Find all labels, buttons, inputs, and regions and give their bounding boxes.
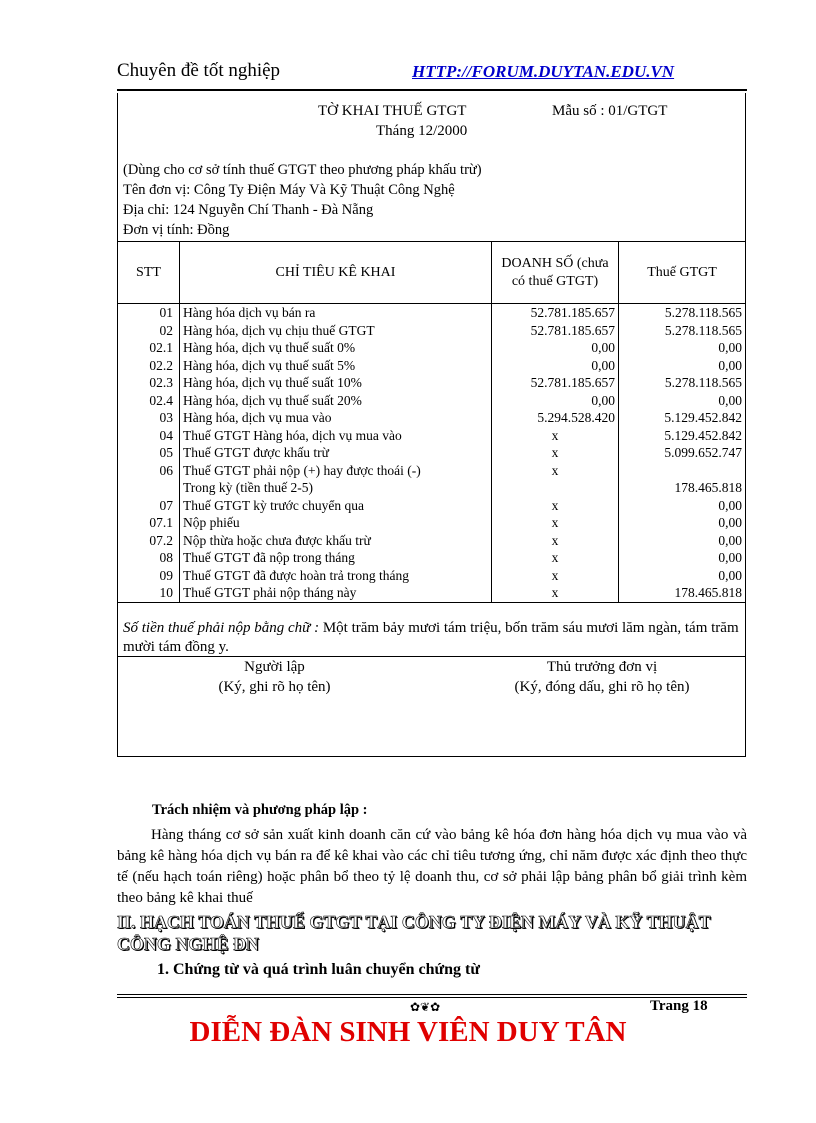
unit-name: Tên đơn vị: Công Ty Điện Máy Và Kỹ Thuật Công Nghệ (123, 182, 455, 198)
forum-banner: DIỄN ĐÀN SINH VIÊN DUY TÂN (189, 1016, 627, 1048)
row-stt: 03 (118, 409, 180, 427)
row-vat: 5.278.118.565 (619, 322, 746, 340)
row-stt: 07.2 (118, 532, 180, 550)
table-row (118, 584, 746, 602)
row-item: Hàng hóa dịch vụ bán ra (180, 304, 492, 322)
row-revenue: x (492, 444, 619, 462)
row-item: Nộp thừa hoặc chưa được khấu trừ (180, 532, 492, 550)
row-stt: 02.2 (118, 357, 180, 375)
row-stt: 01 (118, 304, 180, 322)
row-stt: 05 (118, 444, 180, 462)
director-note: (Ký, đóng dấu, ghi rõ họ tên) (514, 679, 690, 695)
row-item: Thuế GTGT Hàng hóa, dịch vụ mua vào (180, 427, 492, 445)
row-vat: 0,00 (619, 567, 746, 585)
preparer-note: (Ký, ghi rõ họ tên) (218, 679, 331, 695)
table-row (118, 409, 746, 427)
table-row (118, 497, 746, 515)
row-item: Thuế GTGT phải nộp (+) hay được thoái (-) (180, 462, 492, 480)
row-item: Thuế GTGT được khấu trừ (180, 444, 492, 462)
row-vat: 178.465.818 (619, 479, 746, 497)
row-vat: 5.278.118.565 (619, 304, 746, 322)
col-header-revenue: DOANH SỐ (chưa có thuế GTGT) (492, 242, 619, 304)
row-item: Trong kỳ (tiền thuế 2-5) (180, 479, 492, 497)
currency-unit: Đơn vị tính: Đồng (123, 222, 230, 238)
row-revenue (492, 479, 619, 497)
row-vat: 5.129.452.842 (619, 409, 746, 427)
row-stt: 06 (118, 462, 180, 480)
table-row (118, 304, 746, 322)
row-stt (118, 479, 180, 497)
amount-in-words-text: Một trăm bảy mươi tám triệu, bốn trăm sáu mươi lăm ngàn, tám trăm mười tám đồng y. (123, 620, 739, 655)
row-stt: 07.1 (118, 514, 180, 532)
row-vat: 5.129.452.842 (619, 427, 746, 445)
row-revenue: 52.781.185.657 (492, 304, 619, 322)
row-item: Thuế GTGT kỳ trước chuyển qua (180, 497, 492, 515)
row-stt: 02.1 (118, 339, 180, 357)
table-row (118, 374, 746, 392)
row-item: Thuế GTGT đã được hoàn trả trong tháng (180, 567, 492, 585)
row-vat: 0,00 (619, 357, 746, 375)
row-vat: 0,00 (619, 339, 746, 357)
table-row (118, 339, 746, 357)
row-revenue: 5.294.528.420 (492, 409, 619, 427)
form-month: Tháng 12/2000 (376, 123, 468, 139)
row-revenue: 52.781.185.657 (492, 322, 619, 340)
row-stt: 08 (118, 549, 180, 567)
row-revenue: x (492, 427, 619, 445)
footer-divider-top (117, 994, 747, 995)
table-row (118, 479, 746, 497)
row-revenue: 0,00 (492, 392, 619, 410)
row-revenue: x (492, 462, 619, 480)
tax-declaration-table (117, 241, 746, 603)
page-number: Trang 18 (650, 998, 708, 1014)
section-heading: II. HẠCH TOÁN THUẾ GTGT TẠI CÔNG TY ĐIỆN MÁY VÀ KỸ THUẬT CÔNG NGHỆ ĐN (117, 912, 711, 954)
table-row (118, 567, 746, 585)
row-revenue: 0,00 (492, 357, 619, 375)
form-number: Mẫu số : 01/GTGT (552, 103, 668, 119)
signature-divider (117, 656, 746, 657)
row-vat (619, 462, 746, 480)
row-revenue: 52.781.185.657 (492, 374, 619, 392)
row-revenue: x (492, 497, 619, 515)
form-title: TỜ KHAI THUẾ GTGT (318, 103, 467, 119)
header-divider (117, 89, 747, 91)
row-vat: 5.099.652.747 (619, 444, 746, 462)
table-row (118, 514, 746, 532)
table-row (118, 444, 746, 462)
responsibility-paragraph: Hàng tháng cơ sở sản xuất kinh doanh căn cứ vào bảng kê hóa đơn hàng hóa dịch vụ mua vào và bảng kê hàng hóa dịch vụ bán ra để kê khai vào các chỉ tiêu tương ứng, chỉ năm được xác định theo thực tế (nếu hạch toán riêng) hoặc phân bổ theo tỷ lệ doanh thu, cơ sở phải lập bảng phân bổ giải trình kèm theo bảng kê khai thuế (117, 827, 747, 906)
subsection-heading: 1. Chứng từ và quá trình luân chuyển chứng từ (157, 961, 480, 978)
row-item: Hàng hóa, dịch vụ mua vào (180, 409, 492, 427)
table-row (118, 427, 746, 445)
row-vat: 0,00 (619, 514, 746, 532)
amount-in-words-label: Số tiền thuế phải nộp bằng chữ : (123, 620, 320, 636)
row-stt: 02.3 (118, 374, 180, 392)
row-stt: 07 (118, 497, 180, 515)
form-note: (Dùng cho cơ sở tính thuế GTGT theo phương pháp khấu trừ) (123, 162, 482, 178)
preparer-title: Người lập (244, 659, 305, 675)
director-title: Thủ trưởng đơn vị (546, 659, 658, 675)
row-revenue: x (492, 567, 619, 585)
responsibility-heading: Trách nhiệm và phương pháp lập : (152, 802, 368, 818)
table-row (118, 392, 746, 410)
col-header-stt: STT (118, 242, 180, 304)
ornament-icon: ✿❦✿ (410, 1000, 441, 1014)
row-vat: 0,00 (619, 532, 746, 550)
row-stt: 09 (118, 567, 180, 585)
col-header-items: CHỈ TIÊU KÊ KHAI (180, 242, 492, 304)
row-item: Hàng hóa, dịch vụ thuế suất 5% (180, 357, 492, 375)
table-row (118, 549, 746, 567)
row-vat: 0,00 (619, 549, 746, 567)
row-item: Hàng hóa, dịch vụ thuế suất 10% (180, 374, 492, 392)
row-item: Nộp phiếu (180, 514, 492, 532)
row-revenue: x (492, 532, 619, 550)
row-vat: 0,00 (619, 497, 746, 515)
row-stt: 02.4 (118, 392, 180, 410)
row-item: Hàng hóa, dịch vụ thuế suất 0% (180, 339, 492, 357)
row-vat: 178.465.818 (619, 584, 746, 602)
row-vat: 0,00 (619, 392, 746, 410)
row-vat: 5.278.118.565 (619, 374, 746, 392)
row-item: Hàng hóa, dịch vụ chịu thuế GTGT (180, 322, 492, 340)
row-item: Thuế GTGT đã nộp trong tháng (180, 549, 492, 567)
unit-address: Địa chỉ: 124 Nguyễn Chí Thanh - Đà Nẵng (123, 202, 374, 218)
row-revenue: x (492, 584, 619, 602)
table-row (118, 462, 746, 480)
row-revenue: 0,00 (492, 339, 619, 357)
table-row (118, 322, 746, 340)
row-item: Hàng hóa, dịch vụ thuế suất 20% (180, 392, 492, 410)
header-title: Chuyên đề tốt nghiệp (117, 60, 281, 81)
col-header-vat: Thuế GTGT (619, 242, 746, 304)
row-item: Thuế GTGT phải nộp tháng này (180, 584, 492, 602)
table-row (118, 357, 746, 375)
row-stt: 10 (118, 584, 180, 602)
header-link[interactable]: HTTP://FORUM.DUYTAN.EDU.VN (412, 62, 675, 81)
row-revenue: x (492, 549, 619, 567)
row-stt: 02 (118, 322, 180, 340)
row-revenue: x (492, 514, 619, 532)
table-row (118, 532, 746, 550)
amount-in-words (123, 619, 743, 657)
row-stt: 04 (118, 427, 180, 445)
